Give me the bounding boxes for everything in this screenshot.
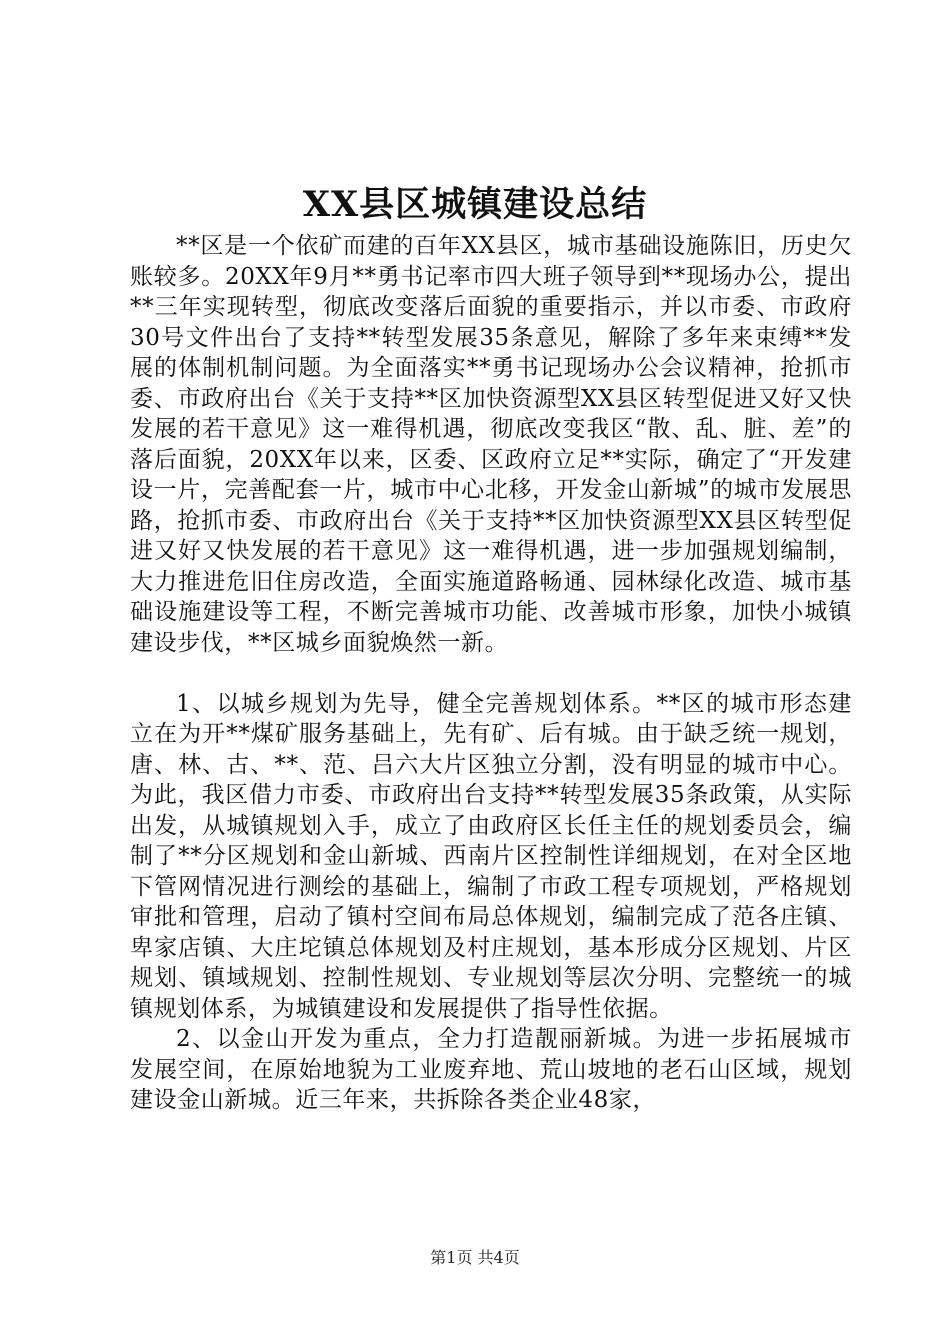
page-number: 第1页 共4页 (430, 1248, 520, 1267)
document-body (130, 231, 852, 1116)
paragraph-section-1: 1、以城乡规划为先导，健全完善规划体系。**区的城市形态建立在为开**煤矿服务基础上，先有矿、后有城。由于缺乏统一规划，唐、林、古、**、范、吕六大片区独立分割，没有明显的城市中心。为此，我区借力市委、市政府出台支持**转型发展35条政策，从实际出发，从城镇规划入手，成立了由政府区长任主任的规划委员会，编制了**分区规划和金山新城、西南片区控制性详细规划，在对全区地下管网情况进行测绘的基础上，编制了市政工程专项规划，严格规划审批和管理，启动了镇村空间布局总体规划，编制完成了范各庄镇、卑家店镇、大庄坨镇总体规划及村庄规划，基本形成分区规划、片区规划、镇域规划、控制性规划、专业规划等层次分明、完整统一的城镇规划体系，为城镇建设和发展提供了指导性依据。 (130, 690, 852, 1022)
paragraph-section-2: 2、以金山开发为重点，全力打造靓丽新城。为进一步拓展城市发展空间，在原始地貌为工业废弃地、荒山坡地的老石山区域，规划建设金山新城。近三年来，共拆除各类企业48家， (130, 1026, 852, 1113)
document-title: XX县区城镇建设总结 (302, 184, 648, 225)
paragraph-intro: **区是一个依矿而建的百年XX县区，城市基础设施陈旧，历史欠账较多。20XX年9月**勇书记率市四大班子领导到**现场办公，提出**三年实现转型，彻底改变落后面貌的重要指示，并以市委、市政府30号文件出台了支持**转型发展35条意见，解除了多年来束缚**发展的体制机制问题。为全面落实**勇书记现场办公会议精神，抢抓市委、市政府出台《关于支持**区加快资源型XX县区转型促进又好又快发展的若干意见》这一难得机遇，彻底改变我区“散、乱、脏、差”的落后面貌，20XX年以来，区委、区政府立足**实际，确定了“开发建设一片，完善配套一片，城市中心北移，开发金山新城”的城市发展思路，抢抓市委、市政府出台《关于支持**区加快资源型XX县区转型促进又好又快发展的若干意见》这一难得机遇，进一步加强规划编制，大力推进危旧住房改造，全面实施道路畅通、园林绿化改造、城市基础设施建设等工程，不断完善城市功能、改善城市形象，加快小城镇建设步伐，**区城乡面貌焕然一新。 (130, 233, 852, 656)
